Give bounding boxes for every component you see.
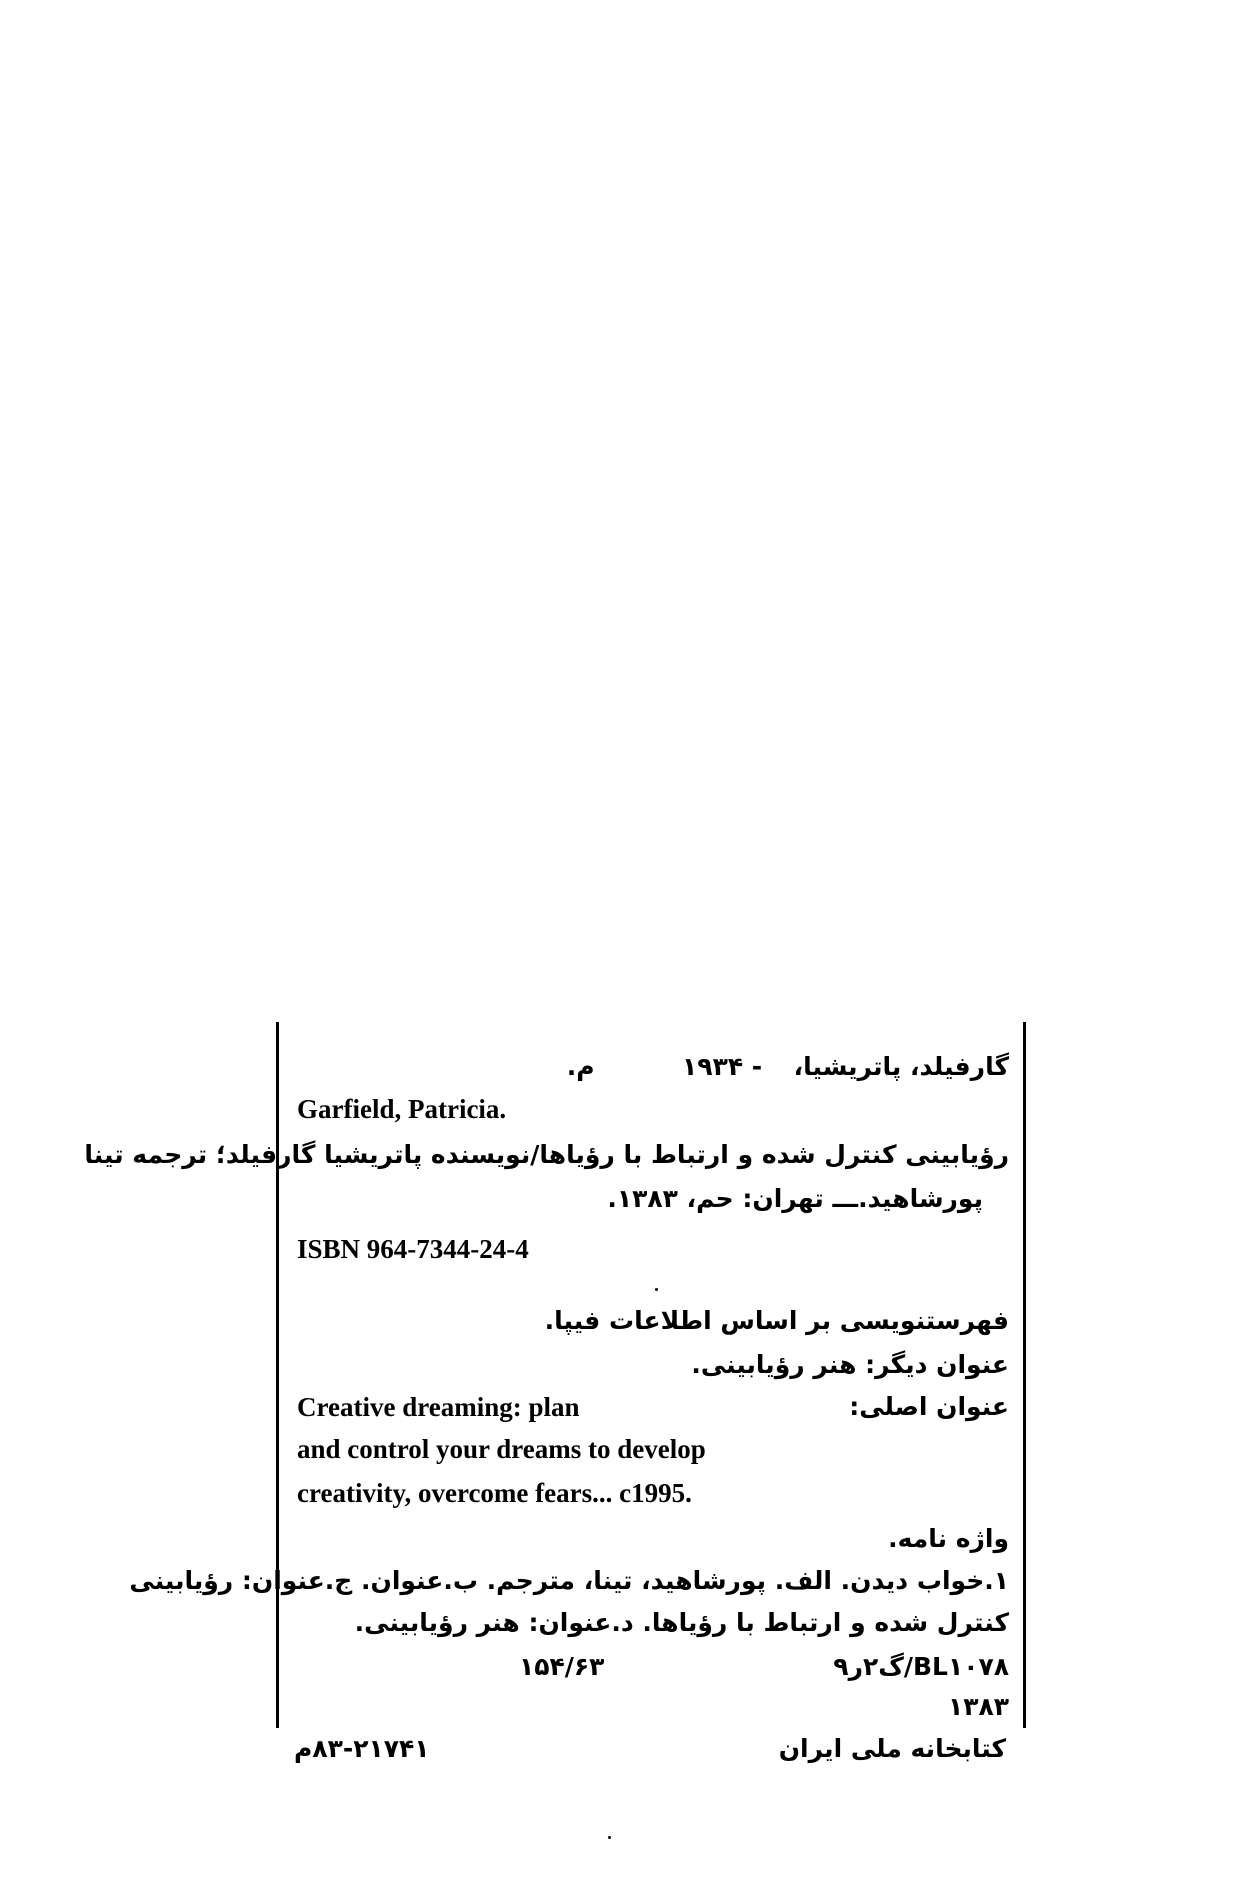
author-fa-line — [567, 1050, 1009, 1084]
classification-lc: BL۱۰۷۸/گ۲ر۹ — [833, 1652, 1009, 1681]
original-title-en-line3: creativity, overcome fears... c1995. — [297, 1478, 692, 1508]
subjects-line1: ۱.خواب دیدن. الف. پورشاهید، تینا، مترجم. ب.عنوان. ج.عنوان: رؤیابینی — [129, 1566, 1009, 1595]
note-fipa: فهرستنویسی بر اساس اطلاعات فیپا. — [544, 1306, 1009, 1335]
author-en: Garfield, Patricia. — [297, 1094, 507, 1124]
title-fa-line1: رؤیابینی کنترل شده و ارتباط با رؤیاها/نویسنده پاتریشیا گارفیلد؛ ترجمه تینا — [84, 1140, 1009, 1169]
speck-mark — [608, 1836, 611, 1839]
speck-mark — [655, 1288, 658, 1291]
classification-dewey: ۱۵۴/۶۳ — [519, 1652, 605, 1681]
library-name: کتابخانه ملی ایران — [778, 1734, 1006, 1763]
year: ۱۳۸۳ — [947, 1692, 1009, 1721]
author-fa-name: گارفیلد، پاتریشیا، — [793, 1052, 1009, 1081]
original-title-en-line2: and control your dreams to develop — [297, 1434, 706, 1464]
original-title-label: عنوان اصلی: — [849, 1392, 1009, 1421]
author-fa-dates: - ۱۹۳۴ — [682, 1052, 763, 1081]
glossary: واژه نامه. — [888, 1524, 1009, 1553]
title-fa-line2: پورشاهید.ـــ تهران: حم، ۱۳۸۳. — [607, 1184, 983, 1213]
catalog-card — [84, 1022, 1026, 1728]
other-title: عنوان دیگر: هنر رؤیابینی. — [691, 1350, 1009, 1379]
record-number: ۸۳-۲۱۷۴۱م — [294, 1734, 430, 1763]
author-fa-era: م. — [566, 1052, 595, 1081]
original-title-en-line1: Creative dreaming: plan — [297, 1392, 580, 1422]
subjects-line2: کنترل شده و ارتباط با رؤیاها. د.عنوان: هنر رؤیابینی. — [354, 1608, 1009, 1637]
isbn: ISBN 964-7344-24-4 — [297, 1234, 529, 1264]
